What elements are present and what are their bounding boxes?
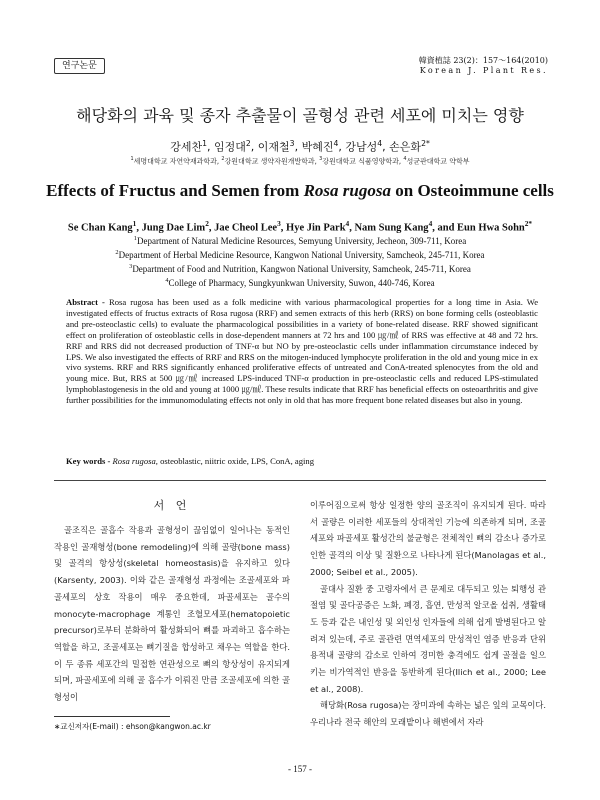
author-affil-mark: 3: [289, 139, 295, 148]
title-en-species: Rosa rugosa: [303, 181, 391, 200]
author-name-kr: 이재철: [257, 140, 290, 154]
section-heading-introduction: 서 언: [153, 499, 191, 512]
affiliations-english: [0, 233, 600, 289]
affil-mark: 1: [133, 235, 137, 242]
author-conjunction: and: [437, 222, 458, 234]
body-right-column: [310, 497, 546, 731]
affil-mark: 1: [130, 156, 134, 162]
affiliation-line-en: [0, 233, 600, 247]
affiliations-korean: [0, 154, 600, 166]
author-affil-mark: 3: [277, 219, 281, 228]
author-affil-mark: 1: [132, 219, 137, 228]
abstract-label: Abstract -: [66, 297, 109, 307]
affil-text-en: College of Pharmacy, Sungkyunkwan University, Suwon, 440-746, Korea: [168, 278, 435, 288]
body-paragraph: 이루어짐으로써 항상 일정한 양의 골조직이 유지되게 된다. 따라서 골량은 이러한 세포들의 상대적인 기능에 의존하게 되며, 조골세포와 파골세포 활성간의 불균형은 전체적인 뼈의 감소나 증가로 인한 골격의 이상 및 질환으로 나타나게 된다(Manolagas et al., 2000; Seibel et al., 2005).: [310, 500, 546, 577]
keywords: [66, 456, 538, 467]
author-affil-mark: 2*: [524, 219, 533, 228]
author-affil-mark: 2: [205, 219, 209, 228]
page-number: - 157 -: [288, 764, 312, 774]
author-name-kr: 손은화: [389, 140, 422, 154]
body-paragraph: 골조직은 골흡수 작용과 골형성이 끊임없이 일어나는 동적인 작용인 골재형성(bone remodeling)에 의해 골량(bone mass) 및 골격의 항상성(skeletal homeostasis)을 유지하고 있다(Karsenty, 2003). 이와 같은 골재형성 과정에는 조골세포와 파골세포의 상호 작용이 매우 중요한데, 파골세포는 골수의 monocyte-macrophage 계통인 조혈모세포(hematopoietic precursor)로부터 분화하여 활성화되어 뼈를 파괴하고 흡수하는 역할을 하고, 조골세포는 뼈기질을 합성하고 채우는 역할을 한다. 이 두 종류 세포간의 밀접한 연관성으로 뼈의 항상성이 유지되게 되며, 파골세포에 의해 골 흡수가 이뤄진 만큼 조골세포에 의한 골 형성이: [54, 525, 290, 703]
title-en-part2: on Osteoimmune cells: [390, 181, 554, 200]
affil-text-kr: 세명대학교 자연약재과학과,: [133, 157, 220, 166]
author-affil-mark: 1: [202, 139, 207, 148]
affil-text-en: Department of Natural Medicine Resources, Semyung University, Jecheon, 309-711, Korea: [136, 236, 467, 246]
author-name-kr: 임정대: [213, 140, 246, 154]
authors-english: Se Chan Kang$^1$, Jung Dae Lim$^2$, Jae Cheol Lee$^3$, Hye Jin Park$^4$, Nam Sung Kang$^4$, and Eun Hwa Sohn$^{2*}$: [67, 219, 533, 234]
authors-korean: 강세찬$^1$, 임정대$^2$, 이재철$^3$, 박혜진$^4$, 강남성$^4$, 손은화$^{2*}$: [170, 139, 430, 154]
keywords-label: Key words -: [66, 456, 113, 466]
author-name-kr: 박혜진: [301, 140, 334, 154]
affil-text-kr: 성균관대학교 약학부: [406, 157, 470, 166]
journal-citation: [419, 56, 548, 76]
affiliation-line-en: [0, 247, 600, 261]
journal-volume: 韓資植誌 23(2)：157～164(2010): [418, 56, 548, 65]
author-affil-mark: 4: [377, 139, 383, 148]
body-paragraph: 해당화(Rosa rugosa)는 장미과에 속하는 넓은 잎의 교목이다. 우리나라 전국 해안의 모래밭이나 해변에서 자라: [310, 700, 546, 728]
affil-mark: 4: [403, 156, 407, 162]
body-left-column: [54, 497, 290, 706]
title-en-part1: Effects of Fructus and Semen from: [46, 181, 304, 200]
affil-mark: 3: [319, 156, 323, 162]
abstract: [66, 297, 538, 406]
section-divider: [54, 480, 546, 481]
author-affil-mark: 4: [333, 139, 339, 148]
affil-text-kr: 강원대학교 식품영양학과,: [322, 157, 402, 166]
author-affil-mark: 4: [345, 219, 350, 228]
footnote-divider: [54, 716, 170, 717]
affil-text-en: Department of Herbal Medicine Resource, Kangwon National University, Samcheok, 245-711, Korea: [118, 250, 485, 260]
author-name-en: Jung Dae Lim: [141, 222, 206, 234]
affiliation-line-en: [0, 261, 600, 275]
affil-mark: 2: [115, 249, 119, 256]
title-korean: 해당화의 과육 및 종자 추출물이 골형성 관련 세포에 미치는 영향: [76, 106, 524, 125]
affiliation-line-en: [0, 275, 600, 289]
affil-mark: 2: [221, 156, 225, 162]
affil-mark: 4: [165, 277, 169, 284]
author-affil-mark: 4: [428, 219, 433, 228]
affil-mark: 3: [129, 263, 133, 270]
author-name-en: Hye Jin Park: [286, 222, 346, 234]
article-type-badge: 연구논문: [54, 58, 105, 74]
author-name-en: Nam Sung Kang: [354, 222, 429, 234]
author-name-en: Se Chan Kang: [67, 222, 133, 234]
author-name-en: Jae Cheol Lee: [214, 222, 278, 234]
author-affil-mark: 2: [245, 139, 251, 148]
title-english: [0, 180, 600, 202]
keywords-text: , osteoblastic, niitric oxide, LPS, ConA, aging: [155, 456, 315, 466]
affil-text-kr: 강원대학교 생약자원개발학과,: [224, 157, 317, 166]
author-name-en: Eun Hwa Sohn: [457, 222, 525, 234]
journal-name-en: Korean J. Plant Res.: [419, 66, 548, 75]
affil-text-en: Department of Food and Nutrition, Kangwon National University, Samcheok, 245-711, Korea: [132, 264, 471, 274]
keywords-species: Rosa rugosa: [112, 456, 156, 466]
author-name-kr: 강남성: [345, 140, 378, 154]
author-name-kr: 강세찬: [170, 140, 203, 154]
author-affil-mark: 2*: [421, 139, 430, 148]
body-paragraph: 골대사 질환 중 고령자에서 큰 문제로 대두되고 있는 퇴행성 관절염 및 골다공증은 노화, 폐경, 흡연, 만성적 알코올 섭취, 생활태도 등과 같은 내인성 및 외인성 인자들에 의해 쉽게 발병된다고 알려져 있는데, 주로 골관련 면역세포의 만성적인 염증 반응과 단위 용적내 골량의 감소로 인하여 경미한 충격에도 쉽게 골절을 일으키는 비가역적인 반응을 동반하게 된다(Ilich et al., 2000; Lee et al., 2008).: [310, 583, 546, 694]
abstract-text: Rosa rugosa has been used as a folk medicine with various pharmacological properties for a long time in Asia. We investigated effects of fructus extracts of Rosa rugosa (RRF) and semen extracts of this herb (RRS) on bone forming cells (osteoblastic and pre-osteoclastic cells) to evaluate the pharmacological possibilities in a variety of bone-related disease. RRF showed significant effect on proliferation of osteoblastic cells in dose-dependent manners at 72 hrs and 100 ㎍/㎖ of RRS was effective at 48 and 72 hrs. RRF and RRS did not decreased production of TNF-α but NO by pre-osteoclastic cells under inflammation circumstance indeced by LPS. We also investigated the effects of RRF and RRS on the mitogen-induced lymphocyte proliferation in the old and young mice in ex vivo systems. RRF and RRS significantly enhanced proliferative effects of untreated and ConA-treated splenocytes from the old and young mice. But, RRS at 500 ㎍/㎖ increased LPS-induced TNF-α production in pre-osteoclastic cells and reduced LPS-stimulated lymphoblastogenesis in the old and young at 1000 ㎍/㎖. These results indicate that RRF has beneficial effects on osteoarthritis and give further possibilities for the immunomodulating effects not only in old that has more frequent bone related diseases but also in young.: [66, 297, 539, 406]
corresponding-author-footnote: ∗교신저자(E-mail) : ehson@kangwon.ac.kr: [54, 722, 211, 731]
